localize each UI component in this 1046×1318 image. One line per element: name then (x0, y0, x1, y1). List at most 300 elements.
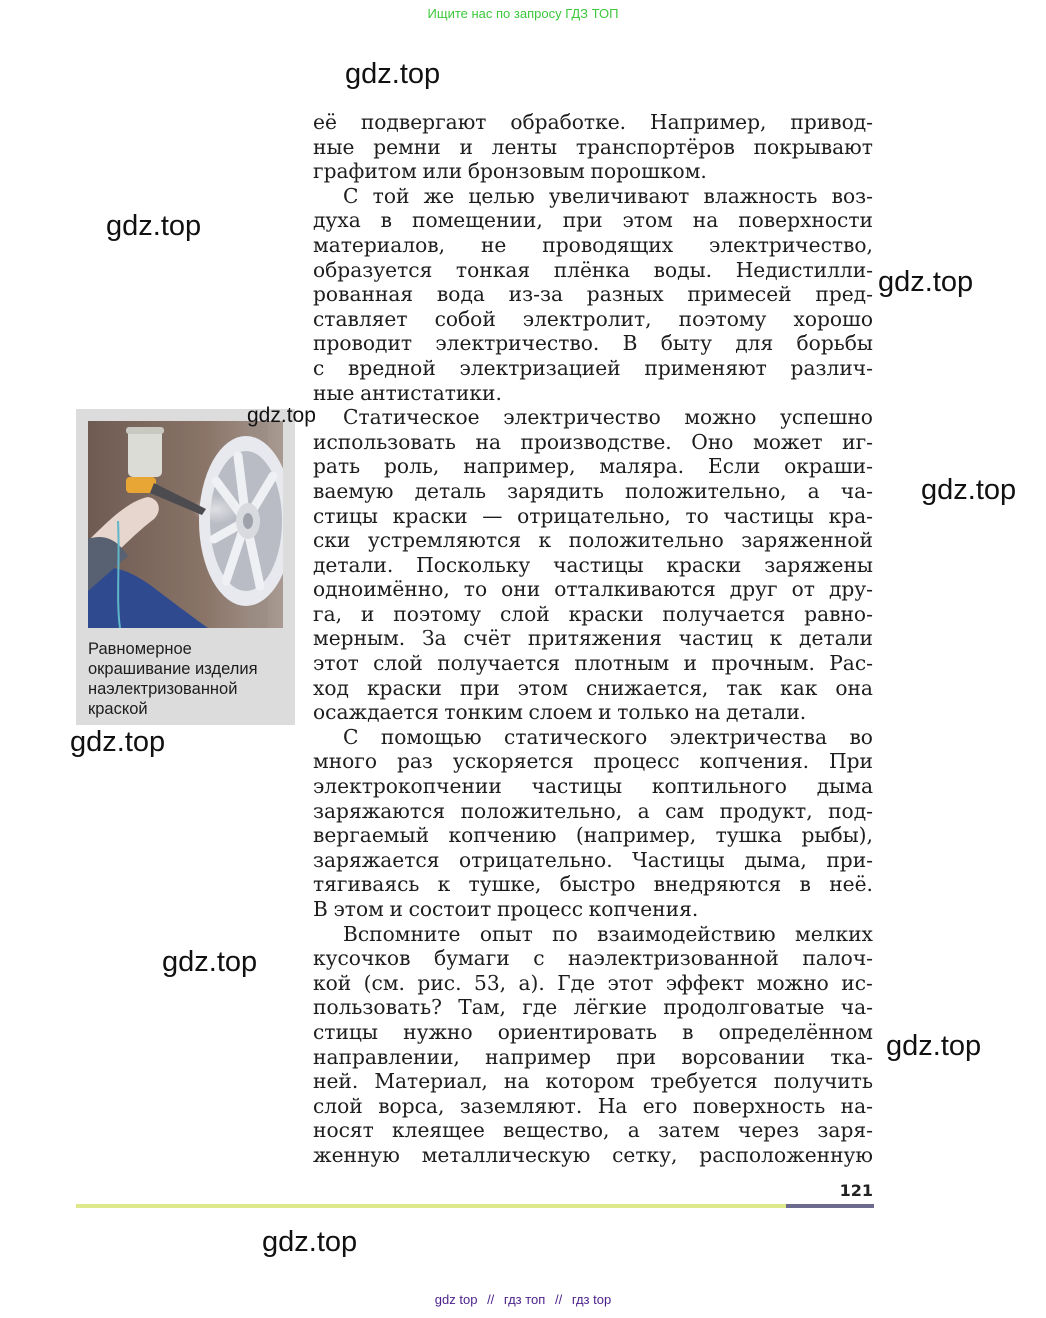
word: одноимённо, (313, 577, 450, 602)
word: краски (666, 552, 742, 577)
text-line (313, 676, 873, 701)
text-line (313, 1118, 873, 1143)
word: получается (662, 601, 786, 626)
watermark: gdz.top (247, 404, 316, 427)
word: равно- (804, 601, 873, 626)
word: материалов, (313, 232, 446, 257)
word: влажность (703, 183, 818, 208)
word: неё. (829, 872, 873, 897)
text-line (313, 995, 873, 1020)
word: и (598, 700, 612, 725)
word: лёгкие (573, 995, 647, 1020)
word: котором (545, 1069, 635, 1094)
word: в (799, 872, 811, 897)
word: друг (729, 577, 778, 602)
text-line (313, 331, 873, 356)
link-gdz-top-ru[interactable]: гдз топ (503, 1292, 546, 1307)
text-line (313, 208, 873, 233)
word: мелких (795, 921, 873, 946)
word: получается (437, 651, 561, 676)
word: применяют (644, 355, 767, 380)
word: электричества (669, 724, 828, 749)
word: на- (840, 1093, 873, 1118)
word: С (343, 183, 359, 208)
text-line (313, 1143, 873, 1168)
word: расположенную (699, 1142, 873, 1167)
word: этот (313, 651, 359, 676)
word: частицы (723, 503, 814, 528)
word: заряженной (741, 528, 873, 553)
word: кой (313, 970, 352, 995)
word: металлическую (421, 1142, 591, 1167)
word: взаимодействию (597, 921, 776, 946)
word: духа (313, 208, 361, 233)
word: Статическое (343, 405, 480, 430)
word: от (791, 577, 815, 602)
word: как (780, 675, 818, 700)
word: тягиваясь (313, 872, 420, 897)
watermark: gdz.top (886, 1030, 982, 1062)
word: электричество, (709, 232, 873, 257)
word: успешно (780, 405, 873, 430)
word: использовать (313, 429, 456, 454)
word: при (459, 675, 500, 700)
word: можно (756, 970, 829, 995)
word: проводящих (542, 232, 674, 257)
text-line (313, 307, 873, 332)
word: и (459, 134, 473, 159)
word: краски (392, 503, 468, 528)
word: ней. (313, 1069, 359, 1094)
word: продукт, (719, 798, 813, 823)
word: этом (622, 208, 673, 233)
word: а (637, 798, 650, 823)
word: определённом (718, 1019, 873, 1044)
word: Там, (458, 995, 506, 1020)
word: бумаги (433, 946, 510, 971)
word: сам (665, 798, 705, 823)
word: дыма, (744, 847, 807, 872)
word: так (726, 675, 763, 700)
word: вергаемый (313, 823, 430, 848)
text-line (313, 430, 873, 455)
word: привод- (790, 110, 873, 134)
text-line (313, 946, 873, 971)
word: например (485, 1044, 591, 1069)
word: ставляет (313, 306, 408, 331)
body-text (313, 110, 873, 1168)
word: заряжается (313, 847, 440, 872)
word: детали. (725, 700, 807, 725)
word: копчения. (588, 897, 699, 921)
word: устремляются (367, 528, 522, 553)
word: ные (313, 380, 355, 405)
word: заряжены (764, 552, 873, 577)
word: поэтому (678, 306, 767, 331)
word: и (360, 601, 375, 626)
link-gdz-top[interactable]: gdz top (434, 1292, 478, 1307)
word: ускоряется (452, 749, 574, 774)
word: этот (607, 970, 654, 995)
word: прочным. (711, 651, 815, 676)
word: а). (518, 970, 545, 995)
word: эффект (665, 970, 745, 995)
word: затем (657, 1118, 720, 1143)
word: то (463, 577, 488, 602)
watermark: gdz.top (345, 58, 441, 90)
figure (76, 409, 295, 725)
text-line (313, 159, 873, 184)
word: ленты (491, 134, 558, 159)
word: деталь (414, 478, 487, 503)
word: вещество, (503, 1118, 610, 1143)
text-line (313, 922, 873, 947)
word: Если (707, 454, 761, 479)
word: ча- (840, 995, 873, 1020)
word: осаждается (313, 700, 439, 725)
word: может (753, 429, 823, 454)
word: На (597, 1093, 628, 1118)
link-gdz-top-mixed[interactable]: гдз top (571, 1292, 612, 1307)
word: подвергают (360, 110, 487, 134)
word: Недистилли- (735, 257, 873, 282)
word: ча- (840, 478, 873, 503)
text-line (313, 233, 873, 258)
text-line (313, 749, 873, 774)
word: При (829, 749, 873, 774)
word: Оно (691, 429, 734, 454)
word: они (501, 577, 541, 602)
word: ворса, (378, 1093, 445, 1118)
word: заземляют. (459, 1093, 583, 1118)
watermark: gdz.top (921, 474, 1017, 506)
word: рать (313, 454, 361, 479)
word: стицы (313, 1019, 378, 1044)
word: опыт (479, 921, 533, 946)
word: вредной (348, 355, 436, 380)
word: при- (826, 847, 873, 872)
word: кра- (828, 503, 873, 528)
word: заряжаются (313, 798, 446, 823)
word: роль, (384, 454, 440, 479)
text-line (313, 897, 873, 922)
word: собой (434, 306, 496, 331)
word: частицы (531, 774, 623, 799)
word: борьбы (796, 331, 873, 356)
text-line (313, 553, 873, 578)
word: она (835, 675, 873, 700)
word: во (849, 724, 873, 749)
text-line (313, 602, 873, 627)
word: графитом (313, 159, 417, 184)
word: разных (586, 282, 664, 307)
word: антистатики. (360, 380, 502, 405)
word: электрокопчении (313, 774, 502, 799)
word: вода (436, 282, 485, 307)
word: на (475, 429, 501, 454)
text-line (313, 577, 873, 602)
text-line (313, 700, 873, 725)
word: частиц (678, 626, 753, 651)
word: кусочков (313, 946, 411, 971)
word: С (343, 724, 359, 749)
word: краски (568, 601, 644, 626)
word: отталкиваются (554, 577, 716, 602)
word: поверхность (692, 1093, 826, 1118)
text-line (313, 258, 873, 283)
word: ис- (841, 970, 873, 995)
word: её (313, 110, 337, 134)
watermark: gdz.top (878, 266, 974, 298)
word: рованная (313, 282, 414, 307)
word: в (380, 208, 393, 233)
word: В (622, 331, 638, 356)
word: копчения. (699, 749, 810, 774)
word: на (692, 208, 719, 233)
word: маляра. (599, 454, 685, 479)
word: электролит, (522, 306, 652, 331)
word: га, (313, 601, 343, 626)
word: частицы (553, 552, 644, 577)
word: слоем (528, 700, 593, 725)
footer-rule-accent (786, 1204, 874, 1208)
word: а (807, 478, 820, 503)
word: положительно (568, 528, 724, 553)
word: или (422, 159, 463, 184)
word: состоит (408, 897, 492, 921)
word: обработке. (510, 110, 627, 134)
word: целью (468, 183, 535, 208)
word: его (642, 1093, 678, 1118)
text-line (313, 184, 873, 209)
word: пред- (815, 282, 873, 307)
word: много (313, 749, 378, 774)
word: Частицы (632, 847, 725, 872)
word: плотным (574, 651, 670, 676)
word: поэтому (393, 601, 482, 626)
word: тонким (444, 700, 523, 725)
spray-painting-photo (88, 421, 283, 628)
word: статического (504, 724, 648, 749)
bottom-links (0, 1292, 1046, 1307)
word: ски (313, 528, 351, 553)
word: быстро (559, 872, 636, 897)
word: воз- (831, 183, 873, 208)
text-line (313, 381, 873, 406)
word: на (503, 1069, 530, 1094)
text-line (313, 823, 873, 848)
word: из-за (508, 282, 564, 307)
word: той (372, 183, 410, 208)
word: в (682, 1019, 694, 1044)
spray-painting-illustration (88, 421, 283, 628)
word: внедряются (653, 872, 782, 897)
text-line (313, 651, 873, 676)
text-line (313, 282, 873, 307)
word: процесс (496, 897, 584, 921)
watermark: gdz.top (70, 726, 166, 758)
word: заря- (817, 1118, 873, 1143)
word: ваемую (313, 478, 394, 503)
text-line (313, 504, 873, 529)
word: к (437, 872, 451, 897)
text-line (313, 1094, 873, 1119)
text-line (313, 135, 873, 160)
word: рыбы), (801, 823, 873, 848)
word: при (616, 1044, 657, 1069)
text-line (313, 1020, 873, 1045)
text-line (313, 405, 873, 430)
word: дру- (828, 577, 873, 602)
link-separator: // (487, 1292, 495, 1307)
word: краски (366, 675, 442, 700)
word: под- (828, 798, 873, 823)
word: снижается, (585, 675, 709, 700)
word: Например, (650, 110, 767, 134)
word: детали (799, 626, 873, 651)
text-line (313, 1045, 873, 1070)
watermark: gdz.top (262, 1226, 358, 1258)
word: этом (333, 897, 384, 921)
text-line (313, 454, 873, 479)
word: же (423, 183, 455, 208)
word: электричество. (435, 331, 600, 356)
word: Рас- (829, 651, 873, 676)
word: например, (463, 454, 576, 479)
word: дыма (816, 774, 873, 799)
word: положительно, (624, 478, 787, 503)
word: ход (313, 675, 349, 700)
word: плёнка (553, 257, 631, 282)
word: рис. (417, 970, 462, 995)
watermark: gdz.top (162, 946, 258, 978)
word: где (522, 995, 558, 1020)
word: палоч- (802, 946, 873, 971)
word: поверхности (738, 208, 873, 233)
text-line (313, 1069, 873, 1094)
word: мерным. (313, 626, 406, 651)
word: транспортёров (575, 134, 735, 159)
word: В (313, 897, 328, 921)
word: окраши- (784, 454, 873, 479)
word: электризацией (459, 355, 621, 380)
word: слой (313, 1093, 363, 1118)
word: детали. (313, 552, 394, 577)
word: процесс (593, 749, 680, 774)
word: получить (773, 1069, 873, 1094)
word: тка- (830, 1044, 873, 1069)
text-line (313, 774, 873, 799)
text-line (313, 848, 873, 873)
text-line (313, 528, 873, 553)
word: с (313, 355, 325, 380)
word: счёт (463, 626, 512, 651)
word: ремни (373, 134, 441, 159)
page-number: 121 (839, 1181, 873, 1200)
word: электричество (503, 405, 661, 430)
word: при (562, 208, 603, 233)
word: Где (557, 970, 596, 995)
word: 53, (473, 970, 507, 995)
text-line (313, 971, 873, 996)
word: проводит (313, 331, 413, 356)
word: а (627, 1118, 640, 1143)
word: к (769, 626, 783, 651)
word: этом (517, 675, 568, 700)
word: к (538, 528, 552, 553)
word: копчению (448, 823, 557, 848)
text-line (313, 725, 873, 750)
word: продолговатые (663, 995, 825, 1020)
text-line (313, 872, 873, 897)
word: ориентировать (497, 1019, 657, 1044)
word: на (694, 700, 721, 725)
figure-caption: Равномерное окрашивание изделия наэлектризованной краской (88, 640, 258, 718)
word: Материал, (374, 1069, 488, 1094)
word: зарядить (507, 478, 604, 503)
word: — (482, 503, 503, 528)
word: ворсовании (681, 1044, 806, 1069)
word: иг- (842, 429, 873, 454)
word: только (617, 700, 690, 725)
word: для (735, 331, 774, 356)
word: не (480, 232, 507, 257)
word: воды. (653, 257, 713, 282)
word: различ- (790, 355, 873, 380)
text-line (313, 799, 873, 824)
word: коптильного (651, 774, 787, 799)
word: ные (313, 134, 355, 159)
word: бронзовым (467, 159, 585, 184)
text-line (313, 479, 873, 504)
word: направлении, (313, 1044, 460, 1069)
word: с (533, 946, 545, 971)
word: производстве. (520, 429, 672, 454)
word: Вспомните (343, 921, 461, 946)
word: образуется (313, 257, 433, 282)
word: то (685, 503, 709, 528)
word: отрицательно, (517, 503, 671, 528)
watermark: gdz.top (106, 210, 202, 242)
word: требуется (650, 1069, 758, 1094)
word: сетку, (612, 1142, 678, 1167)
word: и (389, 897, 403, 921)
word: стицы (313, 503, 378, 528)
link-separator: // (554, 1292, 563, 1307)
word: можно (684, 405, 757, 430)
word: помещении, (411, 208, 543, 233)
word: покрывают (753, 134, 873, 159)
word: женную (313, 1142, 400, 1167)
word: примесей (687, 282, 792, 307)
word: пользовать? (313, 995, 442, 1020)
text-line (313, 356, 873, 381)
text-line (313, 626, 873, 651)
word: слой (499, 601, 550, 626)
word: положительно, (460, 798, 623, 823)
word: клеящее (392, 1118, 485, 1143)
word: Поскольку (416, 552, 531, 577)
word: слой (373, 651, 423, 676)
footer-rule (76, 1204, 786, 1208)
word: быту (660, 331, 712, 356)
word: увеличивают (548, 183, 690, 208)
word: притяжения (527, 626, 662, 651)
text-line (313, 110, 873, 135)
word: (см. (363, 970, 405, 995)
word: хорошо (793, 306, 873, 331)
word: порошком. (590, 159, 707, 184)
